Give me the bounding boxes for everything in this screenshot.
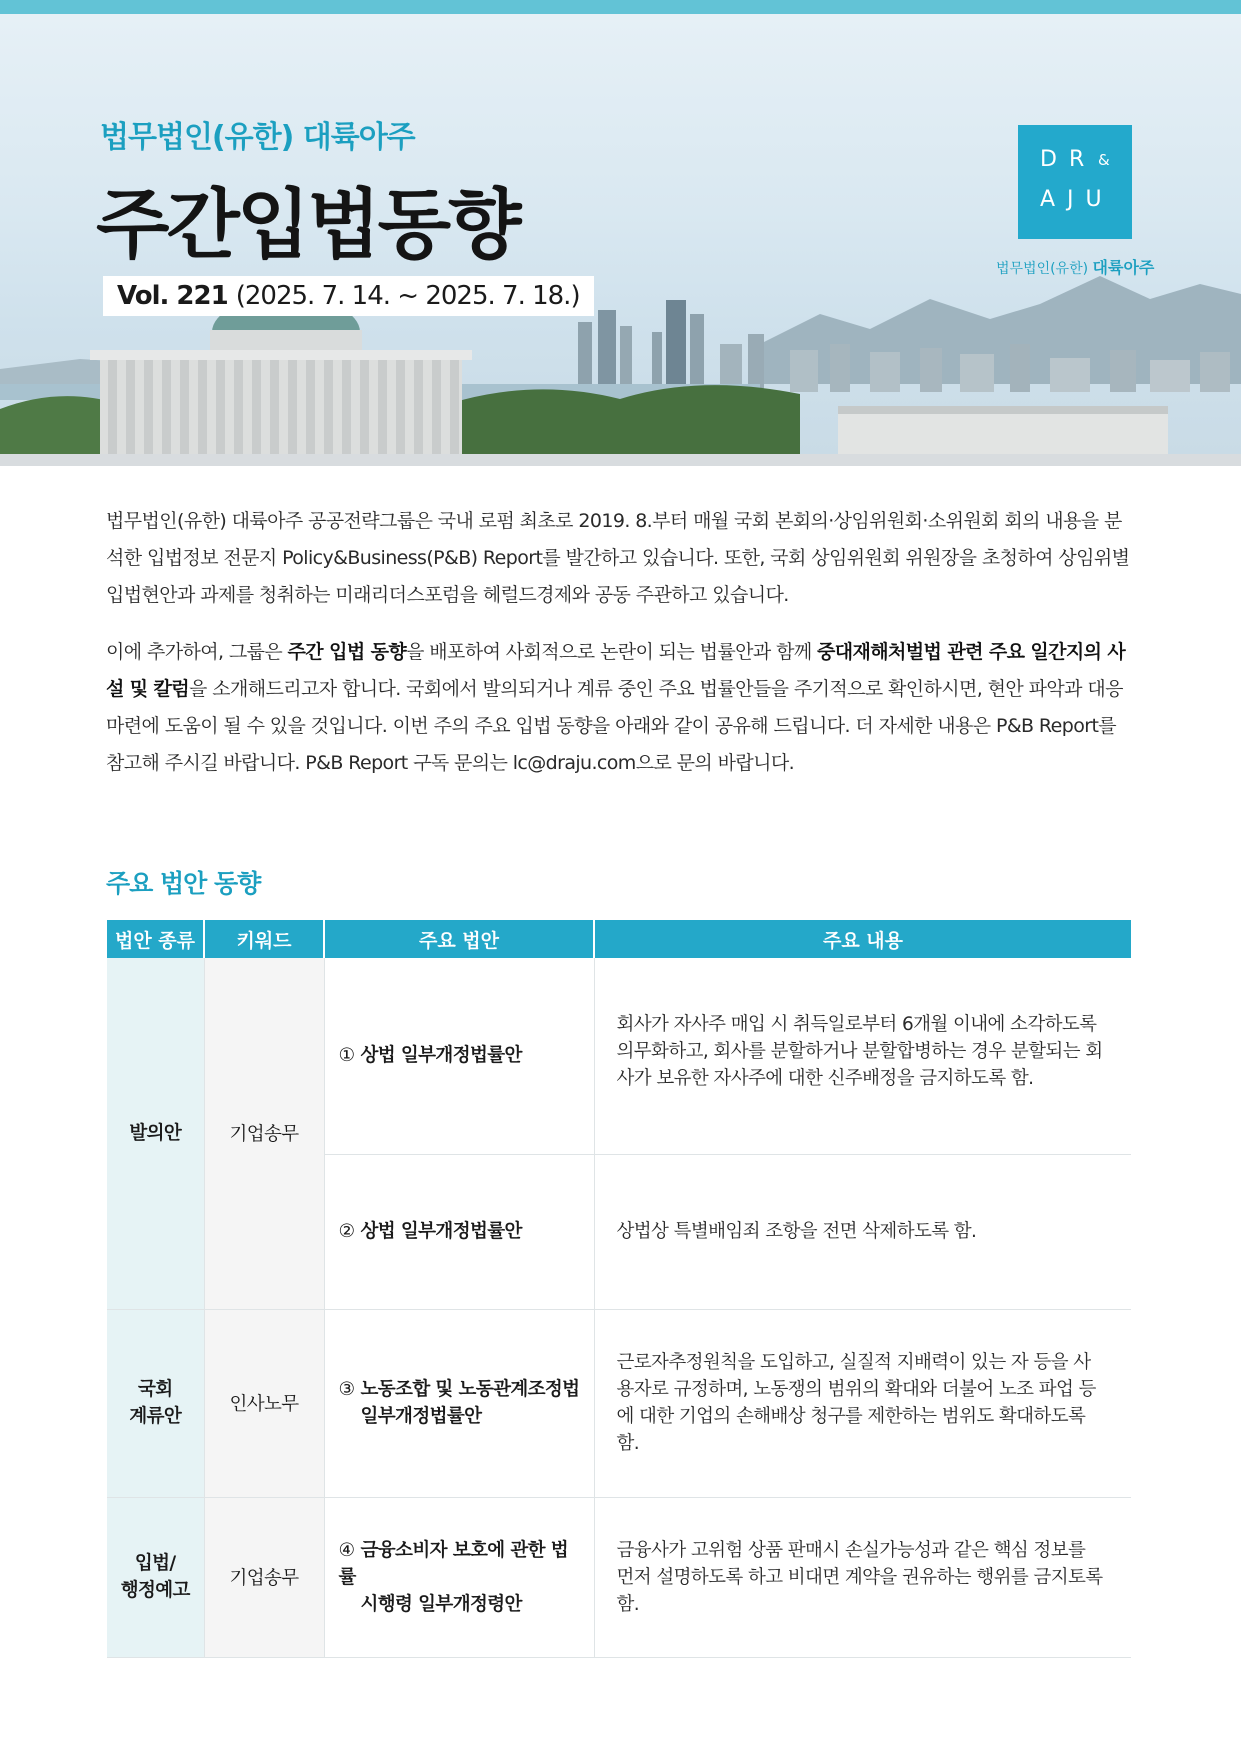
bill-name-line-2: 시행령 일부개정령안 (360, 1593, 522, 1615)
firm-logo (1018, 125, 1132, 239)
logo-line-1: DR (1040, 147, 1097, 172)
bill-name-cell (324, 1309, 594, 1497)
header-divider-bar (0, 454, 1241, 466)
keyword-cell: 기업송무 (204, 958, 324, 1309)
volume-label (103, 276, 594, 316)
bill-name-cell (324, 958, 594, 1154)
bill-type-line-1: 국회 (137, 1379, 173, 1400)
logo-caption-prefix: 법무법인(유한) (996, 261, 1089, 277)
firm-name-heading: 법무법인(유한) 대륙아주 (100, 120, 415, 155)
header-main-bill: 주요 법안 (324, 920, 594, 958)
header-bill-type: 법안 종류 (107, 920, 204, 958)
bill-name: 상법 일부개정법률안 (360, 1045, 522, 1067)
bill-content-cell: 근로자추정원칙을 도입하고, 실질적 지배력이 있는 자 등을 사용자로 규정하며, 노동쟁의 범위의 확대와 더불어 노조 파업 등에 대한 기업의 손해배상 청구를 제한하는 범위도 확대하도록 함. (594, 1309, 1131, 1497)
bill-number: ① (338, 1045, 355, 1067)
bill-content-cell: 회사가 자사주 매입 시 취득일로부터 6개월 이내에 소각하도록 의무화하고, 회사를 분할하거나 분할합병하는 경우 분할되는 회사가 보유한 자사주에 대한 신주배정을 금지하도록 함. (594, 958, 1131, 1154)
intro-paragraph-1: 법무법인(유한) 대륙아주 공공전략그룹은 국내 로펌 최초로 2019. 8.부터 매월 국회 본회의·상임위원회·소위원회 회의 내용을 분석한 입법정보 전문지 Policy&Business(P&B) Report를 발간하고 있습니다. 또한, 국회 상임위원회 위원장을 초청하여 상임위별 입법현안과 과제를 청취하는 미래리더스포럼을 헤럴드경제와 공동 주관하고 있습니다. (106, 510, 1130, 606)
keyword-cell: 인사노무 (204, 1309, 324, 1497)
bill-type-cell (107, 1309, 204, 1497)
bill-name: 금융소비자 보호에 관한 법률 (338, 1539, 569, 1588)
section-title: 주요 법안 동향 (106, 869, 261, 898)
bill-type-cell (107, 1497, 204, 1657)
bill-content-cell: 상법상 특별배임죄 조항을 전면 삭제하도록 함. (594, 1154, 1131, 1309)
table-row (107, 958, 1131, 1154)
logo-caption (996, 255, 1154, 278)
bill-name: 노동조합 및 노동관계조정법 (360, 1379, 580, 1400)
bill-type-line-2: 계류안 (129, 1406, 182, 1427)
header-main-content: 주요 내용 (594, 920, 1131, 958)
bill-trends-table (107, 920, 1131, 1658)
bill-number: ④ (338, 1539, 355, 1561)
bill-content-cell: 금융사가 고위험 상품 판매시 손실가능성과 같은 핵심 정보를 먼저 설명하도록 하고 비대면 계약을 권유하는 행위를 금지토록 함. (594, 1497, 1131, 1657)
volume-number: Vol. 221 (117, 281, 228, 311)
table-row (107, 1497, 1131, 1657)
bill-name-line-2: 일부개정법률안 (360, 1406, 482, 1427)
bill-name-cell (324, 1154, 594, 1309)
intro-p2-part-a: 이에 추가하여, 그룹은 (106, 641, 288, 663)
intro-p2-part-c: 을 배포하여 사회적으로 논란이 되는 법률안과 함께 (406, 641, 818, 663)
bill-name-cell (324, 1497, 594, 1657)
intro-p2-bold-2: 중대재해처벌법 관련 주요 일간지의 사설 및 칼럼 (106, 641, 1126, 700)
logo-ampersand: & (1098, 151, 1110, 169)
intro-p2-part-d: 을 소개해드리고자 합니다. 국회에서 발의되거나 계류 중인 주요 법률안들을 주기적으로 확인하시면, 현안 파악과 대응 마련에 도움이 될 수 있을 것입니다. 이번 주의 주요 입법 동향을 아래와 같이 공유해 드립니다. 더 자세한 내용은 P&B Report를 참고해 주시길 바랍니다. P&B Report 구독 문의는 lc@draju.com으로 문의 바랍니다. (106, 678, 1123, 774)
intro-paragraph-2 (106, 634, 1136, 782)
bill-type-line-2: 행정예고 (120, 1580, 190, 1601)
bill-number: ② (338, 1221, 355, 1242)
bill-type-line-1: 입법/ (134, 1553, 176, 1574)
table-header-row (107, 920, 1131, 958)
bill-name: 상법 일부개정법률안 (360, 1221, 522, 1242)
volume-dates: (2025. 7. 14. ~ 2025. 7. 18.) (235, 281, 580, 311)
table-row (107, 1309, 1131, 1497)
header-banner (0, 14, 1241, 454)
newsletter-title: 주간입법동향 (96, 180, 519, 269)
logo-line-2: AJU (1040, 187, 1114, 212)
header-keyword: 키워드 (204, 920, 324, 958)
logo-caption-name: 대륙아주 (1092, 258, 1155, 277)
keyword-cell: 기업송무 (204, 1497, 324, 1657)
bill-number: ③ (338, 1379, 355, 1400)
top-accent-bar (0, 0, 1241, 14)
bill-type-cell: 발의안 (107, 958, 204, 1309)
intro-p2-bold-1: 주간 입법 동향 (287, 641, 407, 663)
